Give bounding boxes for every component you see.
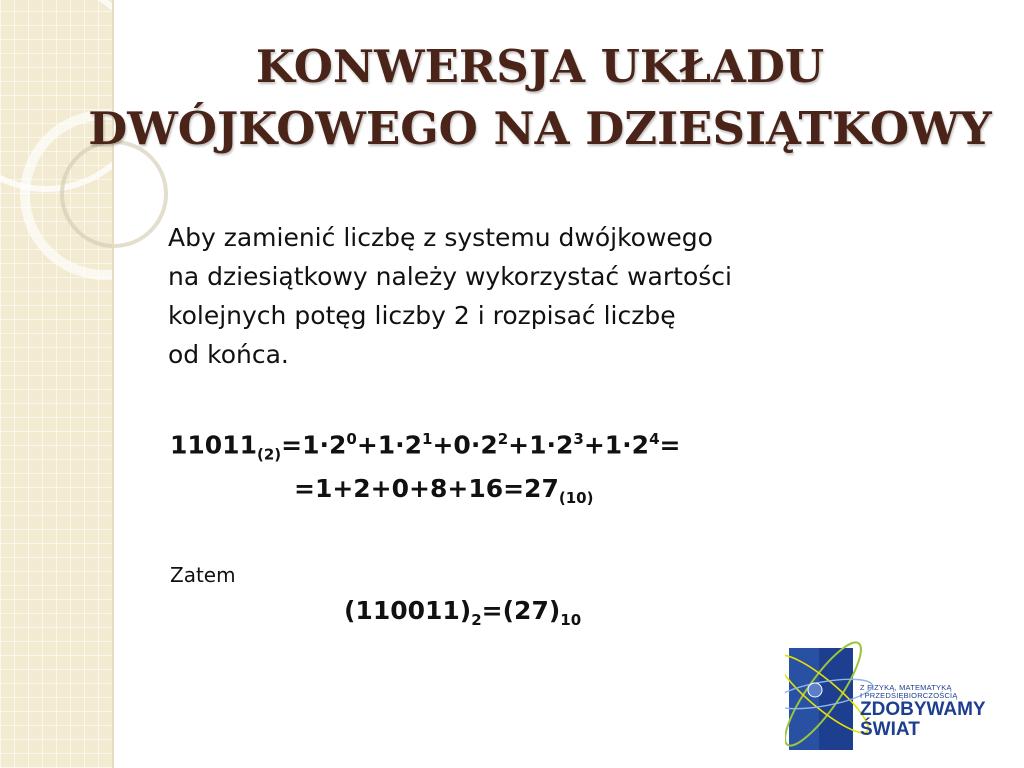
base-subscript: (10) [558,489,594,507]
power-term: =1·2 [281,430,347,460]
binary-number: 11011 [170,430,257,460]
exponent: 4 [649,430,660,448]
globe-icon [808,683,822,697]
base-subscript: 2 [471,611,482,629]
slide-title [60,36,1020,160]
decimal-sum-formula [294,474,593,507]
power-term: +1·2 [583,430,650,460]
sum-expression: =1+2+0+8+16=27 [294,474,559,503]
paragraph-line: Aby zamienić liczbę z systemu dwójkowego [168,223,713,252]
logo-tagline: Z FIZYKĄ, MATEMATYKĄ [860,683,952,692]
exponent: 0 [346,430,357,448]
logo-wordmark: ŚWIAT [860,719,920,740]
power-term: +1·2 [356,430,423,460]
logo-wordmark: ZDOBYWAMY [860,699,986,720]
binary-value: (110011) [344,596,472,625]
decimal-value: =(27) [481,596,561,625]
conclusion-label: Zatem [170,563,236,587]
title-line-2: DWÓJKOWEGO NA DZIESIĄTKOWY [88,102,992,155]
logo-text [860,684,986,740]
exponent: 3 [573,430,584,448]
result-formula [344,596,581,629]
equals-sign: = [659,430,681,460]
base-subscript: 10 [560,611,582,629]
power-term: +0·2 [432,430,498,460]
power-term: +1·2 [508,430,574,460]
title-line-1: KONWERSJA UKŁADU [255,40,825,93]
paragraph-line: od końca. [168,340,289,369]
paragraph-line: kolejnych potęg liczby 2 i rozpisać liczbę [168,301,676,330]
binary-expansion-formula [170,430,680,463]
exponent: 1 [422,430,433,448]
logo-tagline: I PRZEDSIĘBIORCZOŚCIĄ [860,691,958,700]
base-subscript: (2) [256,445,282,464]
paragraph-line: na dziesiątkowy należy wykorzystać wartości [168,262,732,291]
explanation-paragraph [168,218,888,374]
exponent: 2 [497,430,509,448]
